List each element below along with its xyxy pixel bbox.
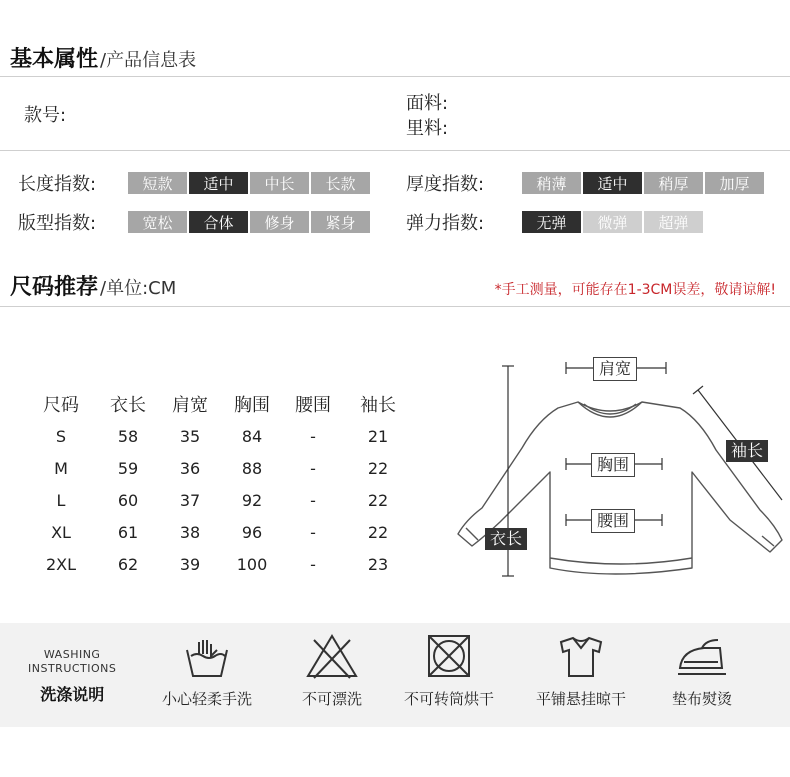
table-cell: 22 xyxy=(367,458,389,478)
thickness-index-label: 厚度指数: xyxy=(406,174,485,195)
table-cell: 2XL xyxy=(45,554,77,574)
no-bleach-icon xyxy=(304,632,360,682)
measurement-note: *手工测量，可能存在1-3CM误差，敬请谅解! xyxy=(494,282,776,298)
washing-title-zh: 洗涤说明 xyxy=(40,685,105,704)
basic-attributes-header xyxy=(10,42,196,73)
wash-caption: 平铺悬挂晾干 xyxy=(536,690,627,708)
elasticity-index-options xyxy=(522,211,705,233)
elasticity-option: 超弹 xyxy=(644,211,703,233)
table-cell: - xyxy=(310,458,316,478)
table-row xyxy=(24,516,412,548)
iron-with-cloth-icon xyxy=(674,632,730,682)
column-header: 腰围 xyxy=(295,395,331,416)
shoulder-label: 肩宽 xyxy=(593,357,637,381)
table-cell: 92 xyxy=(241,490,263,510)
elasticity-index-label: 弹力指数: xyxy=(406,213,485,234)
table-cell: 22 xyxy=(367,490,389,510)
thickness-option-selected: 适中 xyxy=(583,172,642,194)
table-row xyxy=(24,452,412,484)
elasticity-index-row xyxy=(406,209,705,235)
waist-label: 腰围 xyxy=(591,509,635,533)
wash-instruction xyxy=(404,632,494,709)
style-number-label: 款号: xyxy=(24,105,67,126)
table-cell: 88 xyxy=(241,458,263,478)
washing-title xyxy=(28,648,116,705)
dry-flat-shade-icon xyxy=(553,632,609,682)
size-section-unit: /单位:CM xyxy=(100,278,177,299)
table-cell: 21 xyxy=(367,426,389,446)
table-cell: - xyxy=(310,554,316,574)
wash-caption: 不可漂洗 xyxy=(302,690,363,708)
table-cell: 58 xyxy=(117,426,139,446)
wash-caption: 垫布熨烫 xyxy=(672,690,733,708)
table-row xyxy=(24,548,412,580)
chest-label: 胸围 xyxy=(591,453,635,477)
fit-index-label: 版型指数: xyxy=(18,213,97,234)
table-cell: - xyxy=(310,426,316,446)
table-cell: L xyxy=(56,490,66,510)
thickness-option: 加厚 xyxy=(705,172,764,194)
fit-index-options xyxy=(128,211,372,233)
column-header: 尺码 xyxy=(43,395,79,416)
fit-option-selected: 合体 xyxy=(189,211,248,233)
table-cell: 100 xyxy=(236,554,268,574)
wash-caption: 小心轻柔手洗 xyxy=(162,690,253,708)
elasticity-option-selected: 无弹 xyxy=(522,211,581,233)
length-label: 衣长 xyxy=(485,528,527,550)
table-cell: - xyxy=(310,490,316,510)
fabric-label: 面料: xyxy=(406,93,449,114)
wash-caption: 不可转筒烘干 xyxy=(404,690,495,708)
table-cell: 38 xyxy=(179,522,201,542)
table-cell: 60 xyxy=(117,490,139,510)
length-option-selected: 适中 xyxy=(189,172,248,194)
column-header: 肩宽 xyxy=(172,395,208,416)
length-option: 长款 xyxy=(311,172,370,194)
table-cell: M xyxy=(54,458,68,478)
wash-instruction xyxy=(536,632,626,709)
lining-label: 里料: xyxy=(406,118,449,139)
column-header: 袖长 xyxy=(360,395,396,416)
table-cell: S xyxy=(55,426,67,446)
table-cell: 37 xyxy=(179,490,201,510)
length-index-label: 长度指数: xyxy=(18,174,97,195)
table-cell: 59 xyxy=(117,458,139,478)
length-index-row xyxy=(18,170,372,196)
elasticity-option: 微弹 xyxy=(583,211,642,233)
fit-option: 紧身 xyxy=(311,211,370,233)
divider xyxy=(0,150,790,151)
length-index-options xyxy=(128,172,372,194)
length-option: 中长 xyxy=(250,172,309,194)
table-cell: 23 xyxy=(367,554,389,574)
fit-option: 宽松 xyxy=(128,211,187,233)
washing-title-en: INSTRUCTIONS xyxy=(28,662,117,675)
table-cell: 36 xyxy=(179,458,201,478)
table-cell: 35 xyxy=(179,426,201,446)
basic-attributes-title: 基本属性 xyxy=(10,47,99,72)
size-table-header xyxy=(24,388,412,420)
basic-attributes-subtitle: /产品信息表 xyxy=(100,50,197,71)
washing-title-en: WASHING xyxy=(43,648,101,661)
table-cell: 96 xyxy=(241,522,263,542)
wash-instruction xyxy=(672,632,732,709)
thickness-option: 稍厚 xyxy=(644,172,703,194)
table-cell: - xyxy=(310,522,316,542)
table-cell: 62 xyxy=(117,554,139,574)
divider xyxy=(0,306,790,307)
table-row xyxy=(24,484,412,516)
no-tumble-dry-icon xyxy=(421,632,477,682)
table-cell: XL xyxy=(51,522,71,542)
size-section-title: 尺码推荐 xyxy=(10,275,99,300)
size-table xyxy=(24,388,412,580)
length-option: 短款 xyxy=(128,172,187,194)
hand-wash-icon xyxy=(179,632,235,682)
column-header: 胸围 xyxy=(234,395,270,416)
column-header: 衣长 xyxy=(110,395,146,416)
table-row xyxy=(24,420,412,452)
size-section-header xyxy=(10,270,176,301)
sleeve-label: 袖长 xyxy=(726,440,768,462)
table-cell: 22 xyxy=(367,522,389,542)
garment-measurement-diagram xyxy=(430,340,790,600)
thickness-index-row xyxy=(406,170,766,196)
table-cell: 84 xyxy=(241,426,263,446)
wash-instruction xyxy=(302,632,362,709)
wash-instruction xyxy=(162,632,252,709)
fit-option: 修身 xyxy=(250,211,309,233)
thickness-option: 稍薄 xyxy=(522,172,581,194)
table-cell: 39 xyxy=(179,554,201,574)
fit-index-row xyxy=(18,209,372,235)
divider xyxy=(0,76,790,77)
thickness-index-options xyxy=(522,172,766,194)
table-cell: 61 xyxy=(117,522,139,542)
